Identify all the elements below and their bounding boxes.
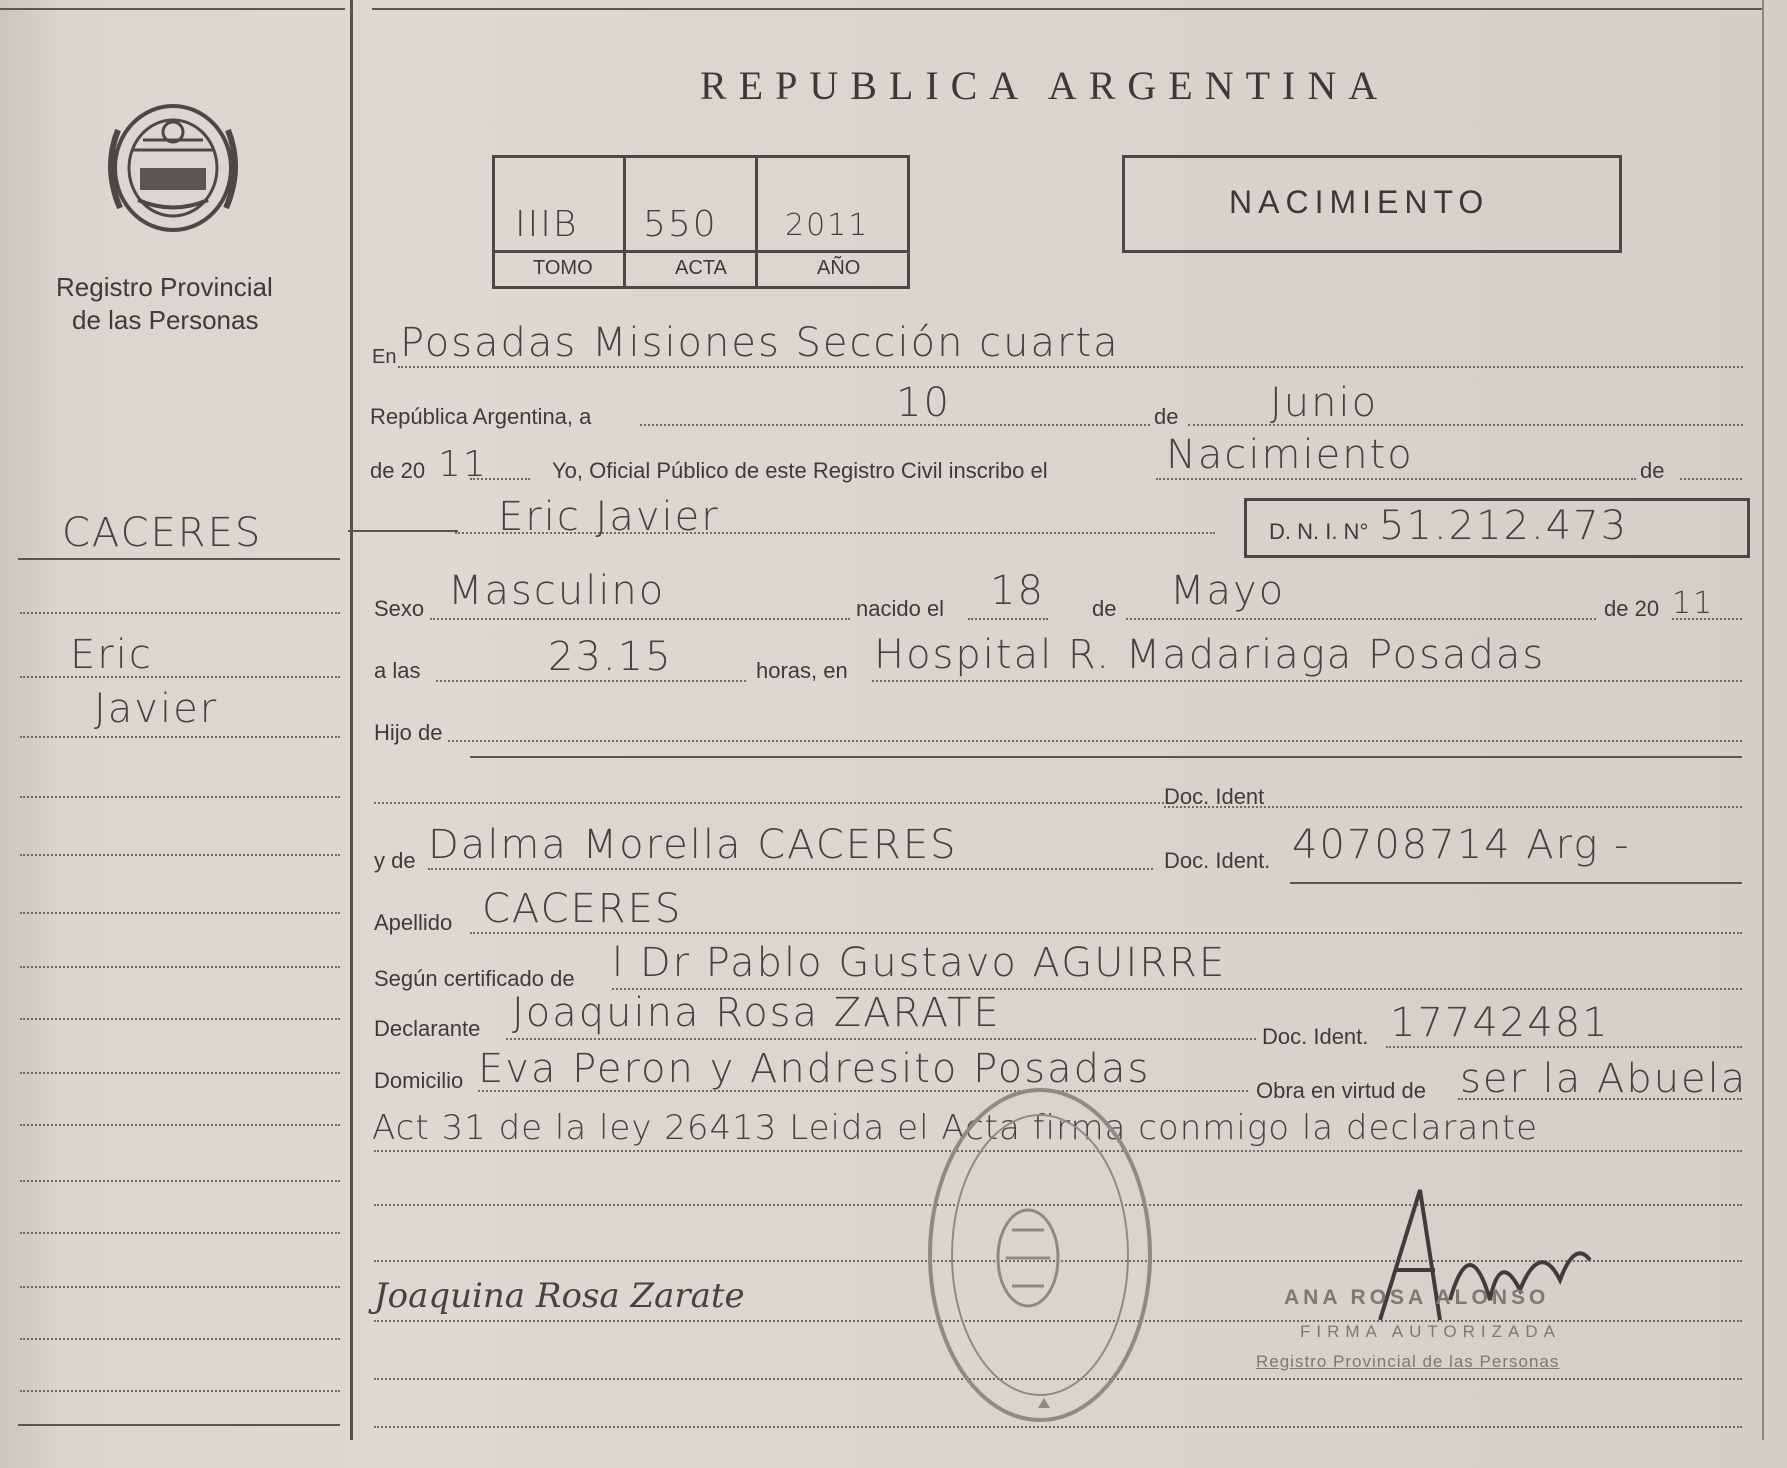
obra-label: Obra en virtud de xyxy=(1256,1078,1426,1103)
extra-note: Act 31 de la ley 26413 Leida el Acta firma conmigo la declarante xyxy=(372,1108,1539,1148)
mother-name: Dalma Morella CACERES xyxy=(428,822,958,868)
anio-value: 2011 xyxy=(785,208,870,243)
certificado-value: l Dr Pablo Gustavo AGUIRRE xyxy=(612,940,1227,986)
officer-stamp-name: ANA ROSA ALONSO xyxy=(1284,1286,1550,1309)
anio-label: AÑO xyxy=(817,257,861,279)
en-label: En xyxy=(372,346,397,368)
obra-value: ser la Abuela xyxy=(1460,1056,1748,1102)
mother-doc-rule xyxy=(1290,882,1742,884)
registration-month: Junio xyxy=(1270,380,1379,426)
officer-text: Yo, Oficial Público de este Registro Civil inscribo el xyxy=(552,458,1048,483)
apellido-value: CACERES xyxy=(482,886,683,932)
certificado-label: Según certificado de xyxy=(374,966,575,991)
doc-ident-label-2: Doc. Ident. xyxy=(1164,848,1271,873)
a-las-label: a las xyxy=(374,658,421,683)
hijo-rule xyxy=(470,756,1742,758)
page-title: REPUBLICA ARGENTINA xyxy=(700,63,1390,108)
birth-month: Mayo xyxy=(1170,568,1286,614)
page-right-edge xyxy=(1762,0,1764,1440)
de-label: de xyxy=(1154,404,1179,429)
round-stamp-seal xyxy=(920,1080,1160,1430)
column-divider xyxy=(350,0,353,1440)
sidebar-given-name-1: Eric xyxy=(70,632,153,678)
registration-day: 10 xyxy=(896,380,951,426)
top-rule-left xyxy=(0,8,345,10)
de-label-end: de xyxy=(1640,458,1665,483)
doc-type-box xyxy=(1122,155,1622,253)
birth-day: 18 xyxy=(990,568,1045,614)
year-suffix: 11 xyxy=(438,444,488,485)
acta-value: 550 xyxy=(643,204,718,245)
sidebar-rule-surname xyxy=(18,558,340,560)
place-value: Posadas Misiones Sección cuarta xyxy=(400,320,1120,366)
birth-place: Hospital R. Madariaga Posadas xyxy=(874,632,1546,678)
sidebar-surname: CACERES xyxy=(62,510,263,556)
person-name: Eric Javier xyxy=(498,494,720,540)
declarante-doc: 17742481 xyxy=(1390,1000,1610,1046)
sidebar-bottom-rule xyxy=(18,1424,340,1426)
doc-type: NACIMIENTO xyxy=(1229,184,1490,220)
dni-label: D. N. I. N° xyxy=(1269,519,1369,544)
birth-year-suffix: 11 xyxy=(1672,586,1715,621)
sexo-value: Masculino xyxy=(448,568,666,614)
birth-de-label: de xyxy=(1092,596,1117,621)
declarante-signature: Joaquina Rosa Zarate xyxy=(374,1276,745,1316)
doc-ident-label-3: Doc. Ident. xyxy=(1262,1024,1369,1049)
sidebar-given-name-2: Javier xyxy=(94,686,219,732)
y-de-label: y de xyxy=(374,848,416,873)
dni-box xyxy=(1244,498,1750,558)
acta-label: ACTA xyxy=(675,257,727,279)
act-type: Nacimiento xyxy=(1166,432,1414,478)
mother-doc: 40708714 Arg - xyxy=(1292,822,1631,868)
tomo-value: IIIB xyxy=(515,204,579,245)
birth-time: 23.15 xyxy=(548,634,673,680)
declarante-label: Declarante xyxy=(374,1016,481,1041)
apellido-label: Apellido xyxy=(374,910,453,935)
domicilio-label: Domicilio xyxy=(374,1068,464,1093)
domicilio-value: Eva Peron y Andresito Posadas xyxy=(478,1046,1151,1092)
tomo-label: TOMO xyxy=(533,257,593,279)
nacido-label: nacido el xyxy=(856,596,945,621)
year-prefix: de 20 xyxy=(370,458,426,483)
registry-name-line2: de las Personas xyxy=(72,305,259,335)
doc-ident-label-1: Doc. Ident xyxy=(1164,784,1265,809)
sexo-label: Sexo xyxy=(374,596,425,621)
birth-year-prefix: de 20 xyxy=(1604,596,1660,621)
declarante-value: Joaquina Rosa ZARATE xyxy=(512,990,1001,1036)
acta-reference-box xyxy=(492,155,910,289)
name-connector-rule xyxy=(348,530,458,532)
officer-stamp-registry: Registro Provincial de las Personas xyxy=(1256,1352,1560,1371)
republica-label: República Argentina, a xyxy=(370,404,592,429)
horas-label: horas, en xyxy=(756,658,848,683)
officer-signature xyxy=(1440,1216,1501,1237)
dni-value: 51.212.473 xyxy=(1379,503,1629,549)
top-rule-right xyxy=(372,8,1762,10)
hijo-label: Hijo de xyxy=(374,720,443,745)
provincia-misiones-logo xyxy=(98,90,248,250)
officer-stamp-role: FIRMA AUTORIZADA xyxy=(1300,1322,1561,1341)
registry-name-line1: Registro Provincial xyxy=(56,272,273,302)
